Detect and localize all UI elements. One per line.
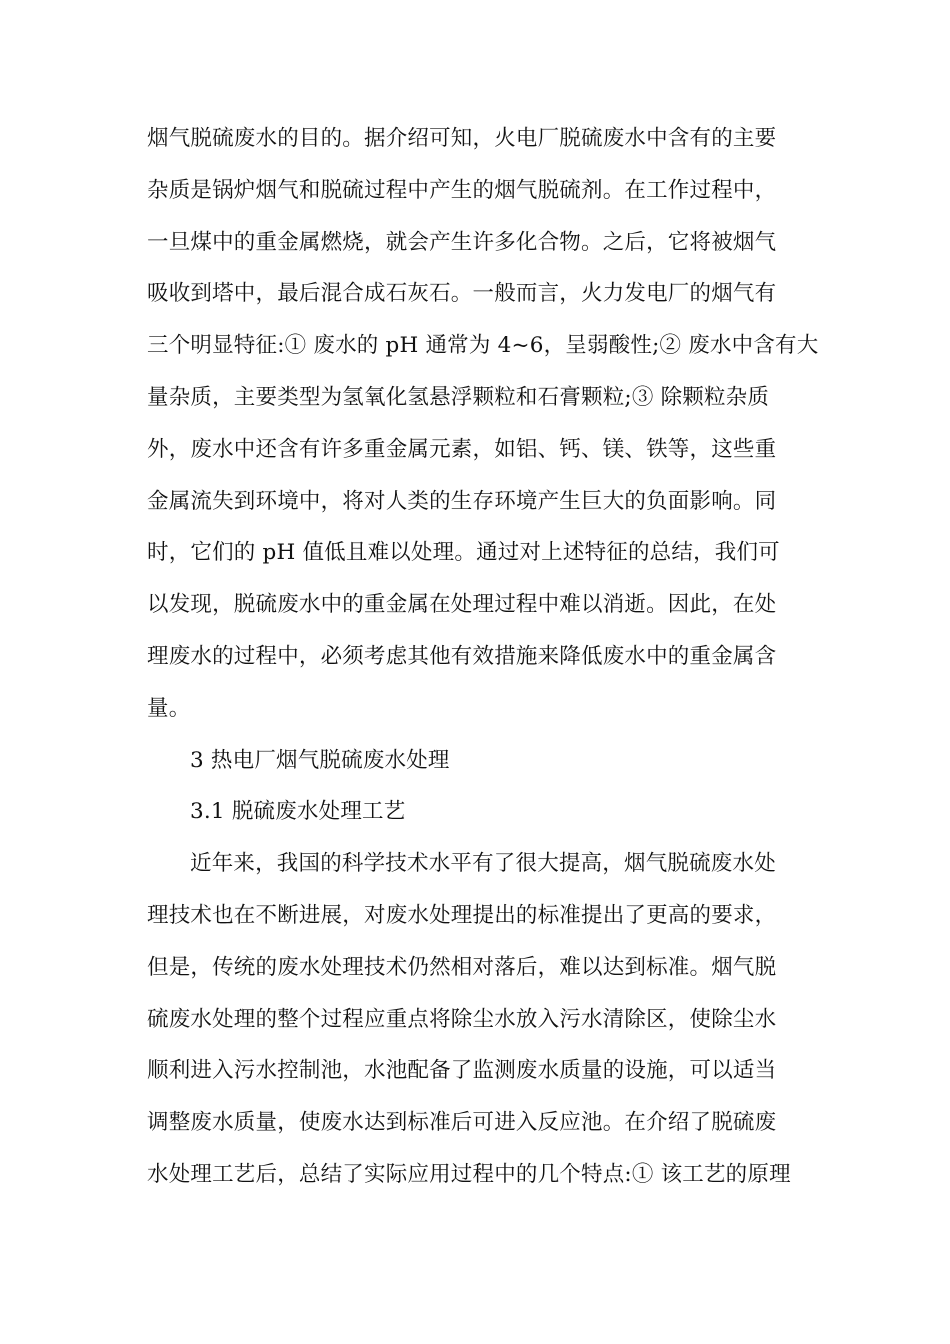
paragraph-line: 理技术也在不断进展，对废水处理提出的标准提出了更高的要求， [147,902,777,928]
paragraph-line: 顺利进入污水控制池，水池配备了监测废水质量的设施，可以适当 [147,1058,777,1084]
paragraph-line: 烟气脱硫废水的目的。据介绍可知，火电厂脱硫废水中含有的主要 [147,126,777,151]
body-text [147,113,819,1201]
paragraph-line: 杂质是锅炉烟气和脱硫过程中产生的烟气脱硫剂。在工作过程中， [147,177,777,203]
paragraph-line: 三个明显特征:① 废水的 pH 通常为 4~6，呈弱酸性;② 废水中含有大 [147,333,819,359]
paragraph-line: 时，它们的 pH 值低且难以处理。通过对上述特征的总结，我们可 [147,540,780,566]
paragraph-line: 外，废水中还含有许多重金属元素，如铝、钙、镁、铁等，这些重 [147,436,777,462]
paragraph-line: 量。 [147,695,191,721]
paragraph-line: 一旦煤中的重金属燃烧，就会产生许多化合物。之后，它将被烟气 [147,229,777,255]
paragraph-line: 硫废水处理的整个过程应重点将除尘水放入污水清除区，使除尘水 [147,1006,777,1032]
subsection-heading: 3.1 脱硫废水处理工艺 [190,799,406,825]
paragraph-line: 吸收到塔中，最后混合成石灰石。一般而言，火力发电厂的烟气有 [147,281,777,307]
paragraph-line: 近年来，我国的科学技术水平有了很大提高，烟气脱硫废水处 [190,851,776,877]
paragraph-line: 调整废水质量，使废水达到标准后可进入反应池。在介绍了脱硫废 [147,1110,777,1136]
section-heading: 3 热电厂烟气脱硫废水处理 [190,747,450,773]
paragraph-line: 但是，传统的废水处理技术仍然相对落后，难以达到标准。烟气脱 [147,954,777,980]
paragraph-line: 以发现，脱硫废水中的重金属在处理过程中难以消逝。因此，在处 [147,592,777,618]
paragraph-line: 水处理工艺后，总结了实际应用过程中的几个特点:① 该工艺的原理 [147,1161,791,1187]
paragraph-line: 理废水的过程中，必须考虑其他有效措施来降低废水中的重金属含 [147,643,777,669]
paragraph-line: 金属流失到环境中，将对人类的生存环境产生巨大的负面影响。同 [147,488,777,514]
paragraph-line: 量杂质，主要类型为氢氧化氢悬浮颗粒和石膏颗粒;③ 除颗粒杂质 [147,384,770,410]
